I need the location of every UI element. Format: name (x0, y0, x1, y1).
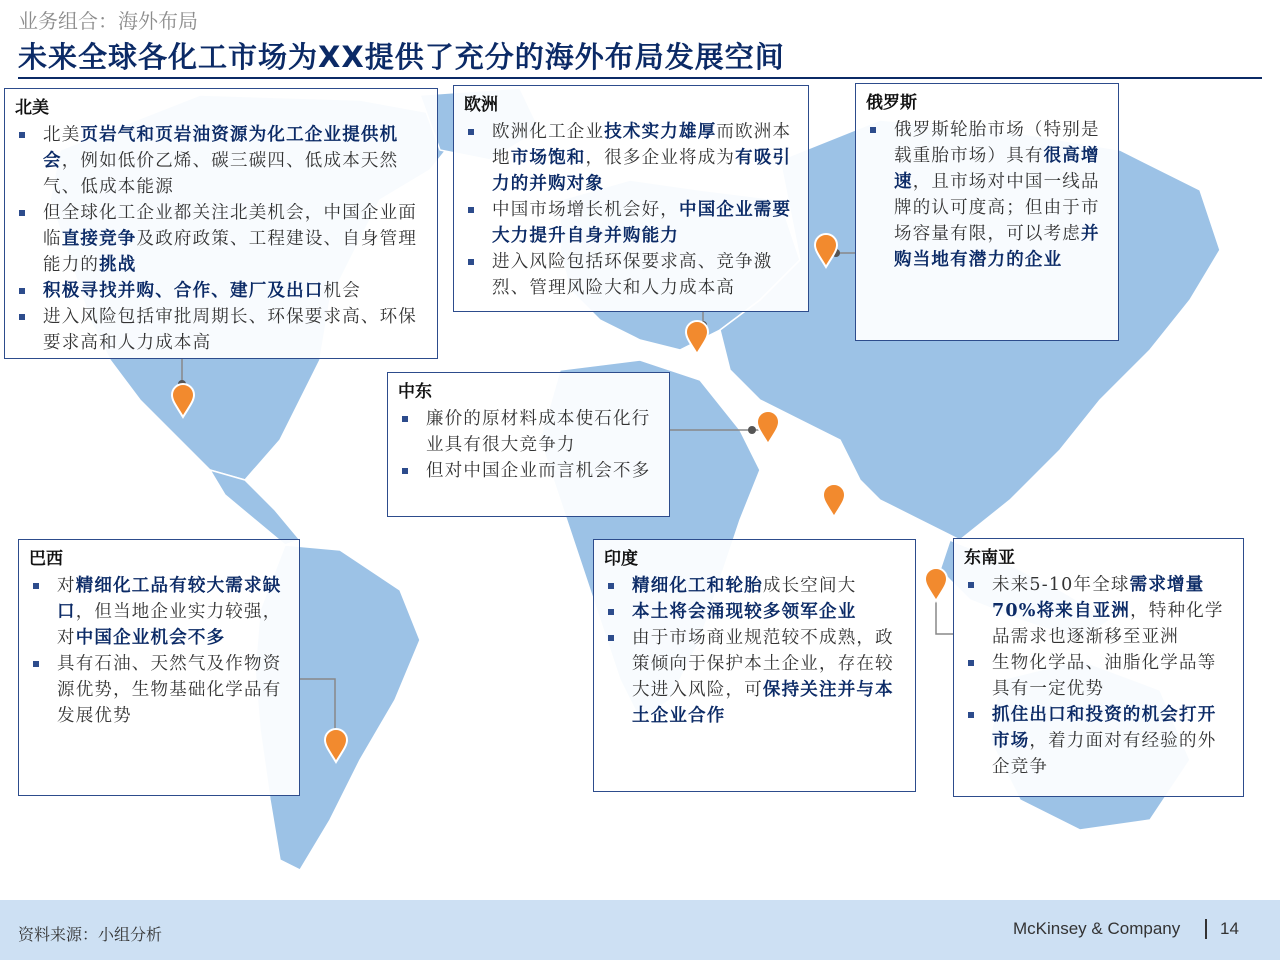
page-number: 14 (1220, 919, 1239, 938)
highlight-text: 市场饱和 (510, 148, 586, 168)
bullet-text: ，很多企业将成为 (585, 148, 736, 168)
highlight-text: 很高增速 (894, 146, 1100, 192)
highlight-text: 抓住出口和投资的机会打开市场 (992, 705, 1217, 751)
bullet-item (964, 572, 1233, 650)
region-box-north-america (4, 88, 438, 359)
bullet-list (866, 117, 1108, 273)
bullet-text: ，且市场对中国一线品牌的认可度高；但由于市场容量有限，可以考虑 (894, 172, 1100, 244)
bullet-text: 廉价的原材料成本使石化行业具有很大竞争力 (426, 409, 651, 455)
region-name: 印度 (604, 549, 638, 569)
bullet-text: ，例如低价乙烯、碳三碳四、低成本天然气、低成本能源 (43, 151, 399, 197)
bullet-item (29, 573, 289, 651)
bullet-text: 进入风险包括环保要求高、竞争激烈、管理风险大和人力成本高 (492, 252, 773, 298)
bullet-text: 成长空间大 (762, 576, 857, 596)
bullet-text: 未来5-10年全球 (992, 575, 1130, 595)
bullet-list (964, 572, 1233, 780)
bullet-text: 俄罗斯轮胎市场（特别是载重胎市场）具有 (894, 120, 1100, 166)
highlight-text: 技术实力雄厚 (604, 122, 717, 142)
highlight-text: 保持关注并与本土企业合作 (632, 680, 894, 726)
bullet-text: ，着力面对有经验的外企竞争 (992, 731, 1217, 777)
bullet-list (398, 406, 659, 484)
bullet-text: 欧洲化工企业 (492, 122, 605, 142)
bullet-item (29, 651, 289, 729)
highlight-text: 有吸引力的并购对象 (492, 148, 792, 194)
highlight-text: 需求增量70%将来自亚洲 (992, 575, 1205, 621)
bullet-text: ，特种化学品需求也逐渐移至亚洲 (992, 601, 1224, 647)
bullet-item (464, 249, 798, 301)
region-box-middle-east (387, 372, 670, 517)
bullet-text: 中国市场增长机会好， (492, 200, 679, 220)
bullet-text: 及政府政策、工程建设、自身管理能力的 (43, 229, 418, 275)
bullet-list (29, 573, 289, 729)
bullet-item (15, 122, 427, 200)
highlight-text: 中国企业需要大力提升自身并购能力 (492, 200, 792, 246)
highlight-text: 本土将会涌现较多领军企业 (632, 602, 857, 622)
region-name: 北美 (15, 98, 49, 118)
brand-name: McKinsey & Company (1013, 919, 1181, 938)
highlight-text: 中国企业机会不多 (75, 628, 226, 648)
bullet-text: 而欧洲本地 (492, 122, 792, 168)
region-box-southeast-asia (953, 538, 1244, 797)
region-name: 俄罗斯 (866, 93, 917, 113)
bullet-item (15, 200, 427, 278)
bullet-text: ，但当地企业实力较强，对 (57, 602, 282, 648)
bullet-list (15, 122, 427, 356)
bullet-text: 由于市场商业规范较不成熟，政策倾向于保护本土企业，存在较大进入风险，可 (632, 628, 894, 700)
page-title: 未来全球各化工市场为XX提供了充分的海外布局发展空间 (18, 40, 785, 74)
region-name: 巴西 (29, 549, 63, 569)
bullet-text: 进入风险包括审批周期长、环保要求高、环保要求高和人力成本高 (43, 307, 417, 353)
bullet-item (464, 197, 798, 249)
bullet-text: 对 (57, 576, 76, 596)
highlight-text: 挑战 (99, 255, 137, 275)
highlight-text: 精细化工品有较大需求缺口 (57, 576, 282, 622)
highlight-text: 积极寻找并购、合作、建厂及出口 (43, 281, 324, 301)
bullet-list (464, 119, 798, 301)
highlight-text: 精细化工和轮胎 (632, 576, 763, 596)
bullet-item (15, 278, 427, 304)
location-pin-icon-india (823, 484, 845, 517)
region-name: 东南亚 (964, 548, 1015, 568)
region-box-brazil (18, 539, 300, 796)
bullet-item (398, 406, 659, 458)
bullet-item (604, 625, 905, 729)
highlight-text: 并购当地有潜力的企业 (894, 224, 1100, 270)
bullet-list (604, 573, 905, 729)
region-box-russia (855, 83, 1119, 341)
section-tag: 业务组合：海外布局 (18, 9, 198, 33)
location-pin-icon-europe (686, 321, 708, 354)
bullet-text: 但全球化工企业都关注北美机会，中国企业面临 (43, 203, 417, 249)
highlight-text: 页岩气和页岩油资源为化工企业提供机会 (43, 125, 399, 171)
bullet-item (15, 304, 427, 356)
bullet-item (964, 650, 1233, 702)
bullet-text: 生物化学品、油脂化学品等具有一定优势 (992, 653, 1217, 699)
connector-dot-middle-east (748, 426, 756, 434)
footer-separator (1205, 919, 1207, 939)
bullet-item (866, 117, 1108, 273)
title-rule (18, 77, 1262, 79)
location-pin-icon-middle-east (757, 411, 779, 444)
bullet-item (604, 599, 905, 625)
bullet-text: 机会 (323, 281, 361, 301)
bullet-text: 但对中国企业而言机会不多 (426, 461, 651, 481)
region-name: 中东 (398, 382, 432, 402)
bullet-text: 具有石油、天然气及作物资源优势，生物基础化学品有发展优势 (57, 654, 282, 726)
source-note: 资料来源：小组分析 (18, 925, 163, 944)
bullet-text: 北美 (43, 125, 81, 145)
region-box-india (593, 539, 916, 792)
bullet-item (604, 573, 905, 599)
bullet-item (464, 119, 798, 197)
location-pin-icon-southeast-asia (925, 568, 947, 601)
region-box-europe (453, 85, 809, 312)
highlight-text: 直接竞争 (61, 229, 137, 249)
region-name: 欧洲 (464, 95, 498, 115)
bullet-item (964, 702, 1233, 780)
central-america-landmass (210, 470, 300, 545)
bullet-item (398, 458, 659, 484)
